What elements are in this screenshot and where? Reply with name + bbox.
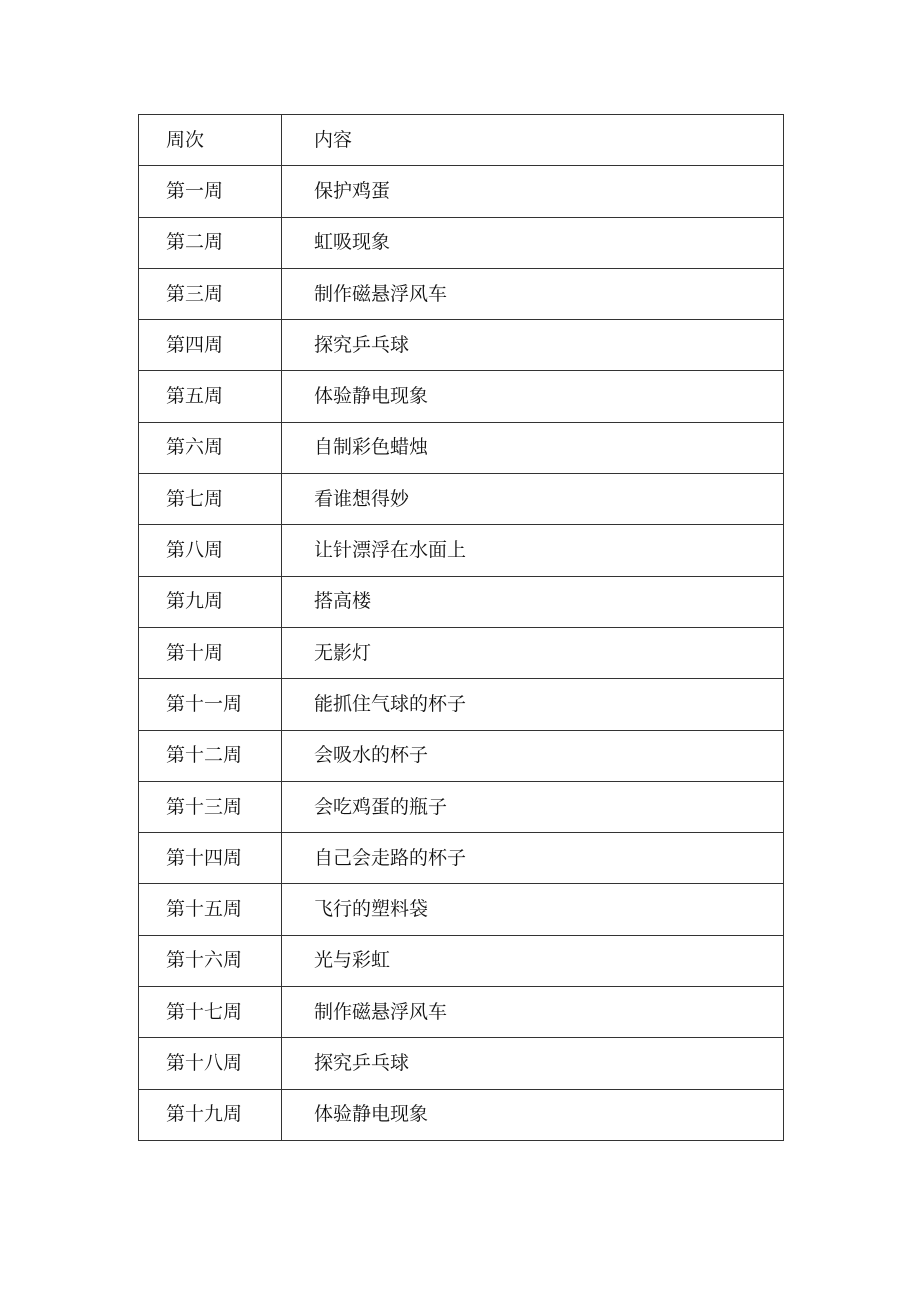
week-cell: 第九周 (139, 576, 282, 627)
header-content: 内容 (282, 115, 784, 166)
week-cell: 第一周 (139, 166, 282, 217)
table-row (139, 627, 784, 678)
week-cell: 第十六周 (139, 935, 282, 986)
week-cell: 第三周 (139, 268, 282, 319)
week-cell: 第二周 (139, 217, 282, 268)
week-cell: 第五周 (139, 371, 282, 422)
table-row (139, 217, 784, 268)
table-row (139, 371, 784, 422)
content-cell: 保护鸡蛋 (282, 166, 784, 217)
content-cell: 探究乒乓球 (282, 1038, 784, 1089)
schedule-table-body (139, 115, 784, 1141)
table-row (139, 525, 784, 576)
table-row (139, 781, 784, 832)
table-row (139, 884, 784, 935)
week-cell: 第六周 (139, 422, 282, 473)
header-week: 周次 (139, 115, 282, 166)
week-cell: 第十四周 (139, 833, 282, 884)
week-cell: 第十五周 (139, 884, 282, 935)
table-header-row (139, 115, 784, 166)
content-cell: 体验静电现象 (282, 1089, 784, 1140)
content-cell: 探究乒乓球 (282, 320, 784, 371)
content-cell: 让针漂浮在水面上 (282, 525, 784, 576)
table-row (139, 474, 784, 525)
content-cell: 搭高楼 (282, 576, 784, 627)
table-row (139, 268, 784, 319)
content-cell: 会吸水的杯子 (282, 730, 784, 781)
table-row (139, 1038, 784, 1089)
week-cell: 第十八周 (139, 1038, 282, 1089)
table-row (139, 422, 784, 473)
content-cell: 自己会走路的杯子 (282, 833, 784, 884)
content-cell: 自制彩色蜡烛 (282, 422, 784, 473)
week-cell: 第七周 (139, 474, 282, 525)
content-cell: 看谁想得妙 (282, 474, 784, 525)
table-row (139, 679, 784, 730)
week-cell: 第十一周 (139, 679, 282, 730)
table-row (139, 166, 784, 217)
schedule-table (138, 114, 784, 1141)
table-row (139, 987, 784, 1038)
week-cell: 第十周 (139, 627, 282, 678)
content-cell: 会吃鸡蛋的瓶子 (282, 781, 784, 832)
content-cell: 制作磁悬浮风车 (282, 987, 784, 1038)
content-cell: 能抓住气球的杯子 (282, 679, 784, 730)
table-row (139, 1089, 784, 1140)
content-cell: 无影灯 (282, 627, 784, 678)
content-cell: 飞行的塑料袋 (282, 884, 784, 935)
content-cell: 光与彩虹 (282, 935, 784, 986)
table-row (139, 833, 784, 884)
content-cell: 制作磁悬浮风车 (282, 268, 784, 319)
table-row (139, 320, 784, 371)
week-cell: 第十七周 (139, 987, 282, 1038)
week-cell: 第十二周 (139, 730, 282, 781)
table-row (139, 935, 784, 986)
table-row (139, 576, 784, 627)
content-cell: 虹吸现象 (282, 217, 784, 268)
week-cell: 第十三周 (139, 781, 282, 832)
week-cell: 第四周 (139, 320, 282, 371)
week-cell: 第十九周 (139, 1089, 282, 1140)
week-cell: 第八周 (139, 525, 282, 576)
table-row (139, 730, 784, 781)
content-cell: 体验静电现象 (282, 371, 784, 422)
